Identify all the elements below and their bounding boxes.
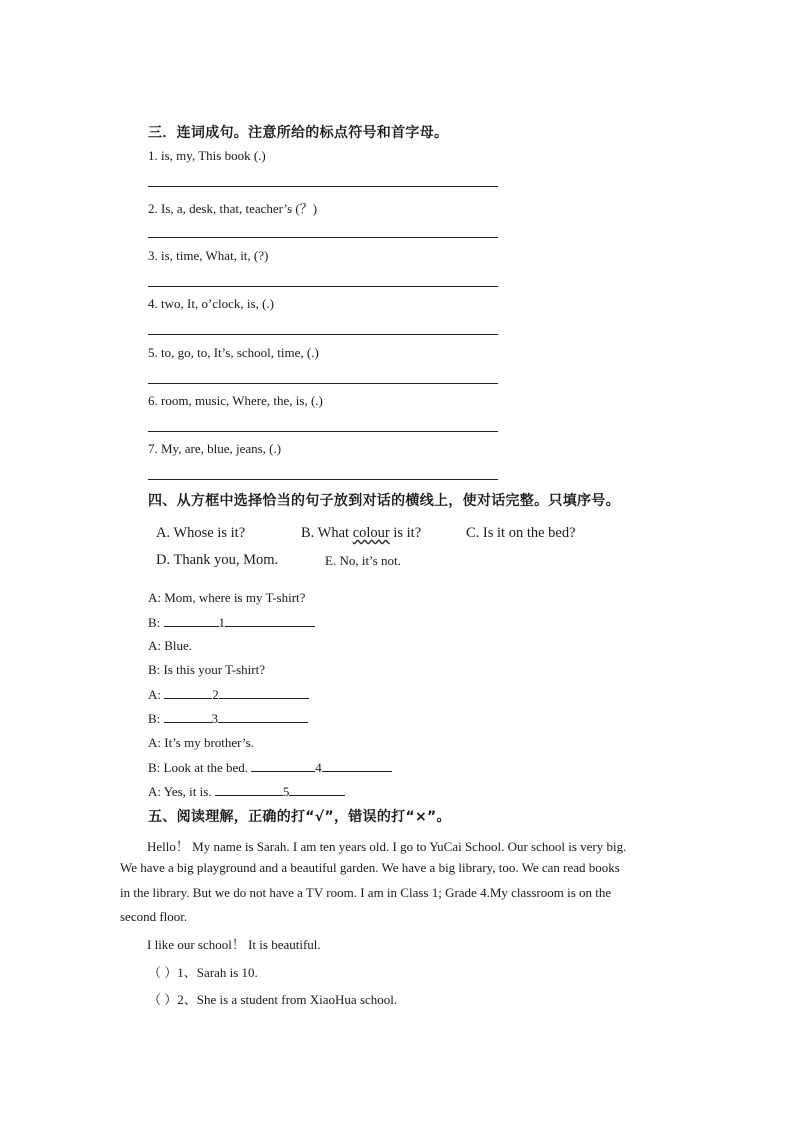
question-3-1: 1. is, my, This book (.): [148, 148, 266, 163]
option-d: D. Thank you, Mom.: [156, 552, 279, 568]
answer-line-3-4[interactable]: [148, 334, 498, 335]
question-3-6: 6. room, music, Where, the, is, (.): [148, 393, 323, 408]
dialog-speaker-b: B:: [148, 615, 164, 630]
dialog-line-2: [148, 614, 315, 631]
answer-line-3-7[interactable]: [148, 479, 498, 480]
dialog-speaker-a-text: A: Yes, it is.: [148, 784, 215, 799]
passage-line-3: in the library. But we do not have a TV room. I am in Class 1; Grade 4.My classroom is on the: [120, 885, 612, 900]
blank-3-right[interactable]: [218, 710, 308, 723]
blank-number-3: 3: [211, 711, 219, 726]
option-b-suffix: is it?: [389, 525, 422, 541]
dialog-line-8: [148, 759, 392, 776]
blank-number-5: 5: [282, 784, 290, 799]
question-3-3: 3. is, time, What, it, (?): [148, 248, 269, 263]
answer-line-3-3[interactable]: [148, 286, 498, 287]
option-a: A. Whose is it?: [156, 525, 246, 541]
dialog-speaker-b: B:: [148, 711, 164, 726]
section-4-title: 四、从方框中选择恰当的句子放到对话的横线上，使对话完整。只填序号。: [148, 493, 620, 509]
passage-line-4: second floor.: [120, 909, 188, 924]
passage-line-1: Hello！ My name is Sarah. I am ten years old. I go to YuCai School. Our school is very big.: [147, 839, 627, 854]
blank-1-right[interactable]: [225, 614, 315, 627]
dialog-line-3: A: Blue.: [148, 638, 193, 653]
question-3-4: 4. two, It, o’clock, is, (.): [148, 296, 275, 311]
dialog-line-6: [148, 710, 308, 727]
blank-5-left[interactable]: [215, 783, 283, 796]
passage-line-5: I like our school！ It is beautiful.: [147, 937, 321, 952]
question-3-5: 5. to, go, to, It’s, school, time, (.): [148, 345, 319, 360]
section-3-title: 三．连词成句。注意所给的标点符号和首字母。: [148, 125, 449, 141]
blank-5-right[interactable]: [289, 783, 345, 796]
dialog-line-4: B: Is this your T-shirt?: [148, 662, 266, 677]
reading-question-1[interactable]: （ ）1、Sarah is 10.: [148, 965, 258, 980]
option-b: [301, 525, 421, 542]
dialog-line-1: A: Mom, where is my T-shirt?: [148, 590, 306, 605]
dialog-line-7: A: It’s my brother’s.: [148, 735, 254, 750]
blank-2-right[interactable]: [219, 686, 309, 699]
answer-line-3-5[interactable]: [148, 383, 498, 384]
blank-4-right[interactable]: [322, 759, 392, 772]
answer-line-3-6[interactable]: [148, 431, 498, 432]
option-e: E. No, it’s not.: [325, 553, 401, 568]
blank-4-left[interactable]: [251, 759, 315, 772]
blank-number-2: 2: [212, 687, 219, 702]
blank-number-1: 1: [218, 615, 226, 630]
blank-2-left[interactable]: [164, 686, 212, 699]
option-b-prefix: B. What: [301, 525, 353, 541]
dialog-speaker-a: A:: [148, 687, 165, 702]
option-c: C. Is it on the bed?: [466, 525, 576, 541]
reading-question-2[interactable]: （ ）2、She is a student from XiaoHua school.: [148, 992, 398, 1007]
answer-line-3-1[interactable]: [148, 186, 498, 187]
question-3-2: 2. Is, a, desk, that, teacher’s (？): [148, 201, 318, 216]
blank-number-4: 4: [315, 760, 322, 775]
blank-1-left[interactable]: [164, 614, 219, 627]
dialog-speaker-b-text: B: Look at the bed.: [148, 760, 252, 775]
dialog-line-5: [148, 686, 309, 703]
option-b-wavy-word: colour: [352, 525, 390, 541]
blank-3-left[interactable]: [164, 710, 212, 723]
section-5-title: 五、阅读理解，正确的打“√”，错误的打“×”。: [148, 809, 451, 825]
passage-line-2: We have a big playground and a beautiful garden. We have a big library, too. We can read books: [120, 860, 620, 875]
dialog-line-9: [148, 783, 345, 800]
question-3-7: 7. My, are, blue, jeans, (.): [148, 441, 282, 456]
answer-line-3-2[interactable]: [148, 237, 498, 238]
